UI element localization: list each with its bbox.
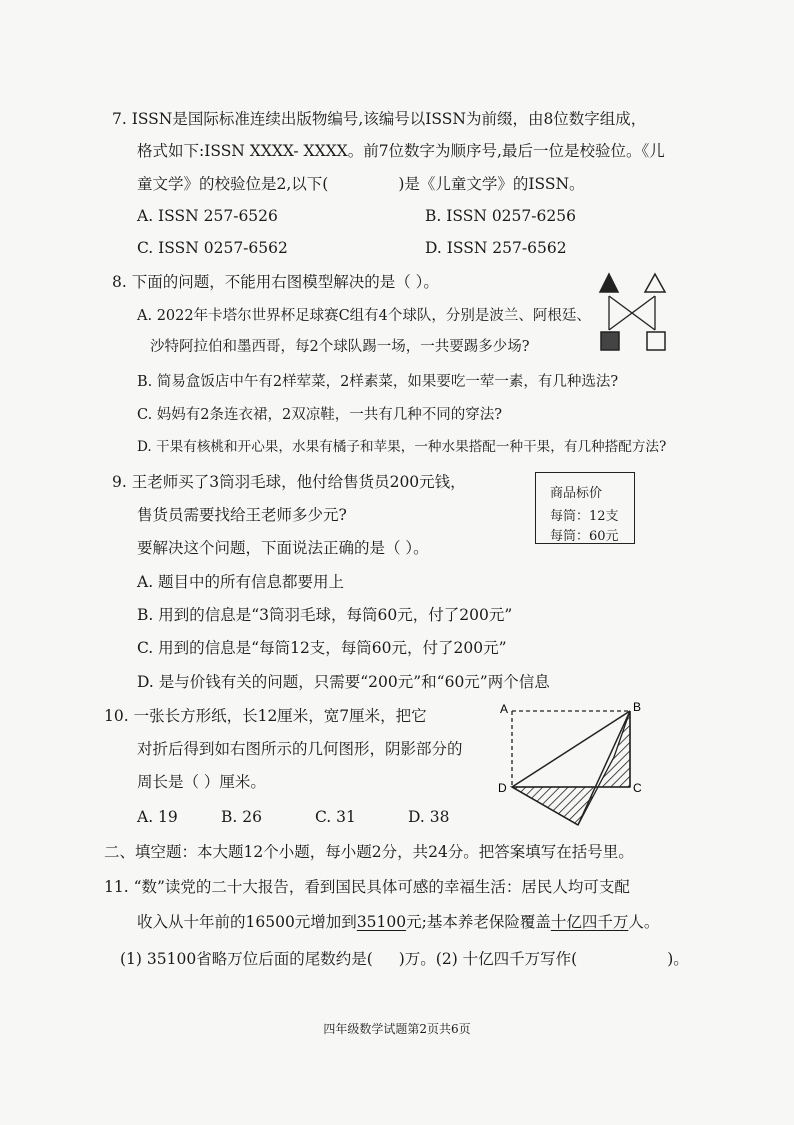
q8-option-c: C. 妈妈有2条连衣裙，2双凉鞋，一共有几种不同的穿法? — [137, 407, 503, 423]
price-tag-title: 商品标价 — [550, 486, 603, 501]
q8-option-a-line2: 沙特阿拉伯和墨西哥，每2个球队踢一场，一共要踢多少场? — [150, 339, 530, 355]
q10-line1: 10. 一张长方形纸，长12厘米，宽7厘米，把它 — [104, 707, 427, 725]
section-2-heading: 二、填空题：本大题12个小题，每小题2分，共24分。把答案填写在括号里。 — [104, 843, 634, 861]
q8-option-d: D. 干果有核桃和开心果，水果有橘子和苹果，一种水果搭配一种干果，有几种搭配方法? — [137, 439, 667, 455]
q11-line2: 收入从十年前的16500元增加到35100元;基本养老保险覆盖十亿四千万人。 — [137, 913, 660, 931]
q10-option-d: D. 38 — [408, 808, 450, 826]
q7-option-b: B. ISSN 0257-6256 — [425, 207, 576, 225]
matching-model-figure — [598, 272, 670, 356]
q10-line3: 周长是（ ）厘米。 — [137, 773, 266, 791]
shaded-region-bottom — [512, 787, 598, 825]
white-triangle-icon — [645, 274, 665, 292]
price-tag-line1: 每筒：12支 — [550, 509, 619, 524]
white-square-icon — [647, 332, 665, 350]
q11-line1: 11. “数”读党的二十大报告，看到国民具体可感的幸福生活：居民人均可支配 — [104, 878, 630, 896]
q7-line3: 童文学》的校验位是2,以下( )是《儿童文学》的ISSN。 — [137, 175, 585, 193]
page-footer: 四年级数学试题第2页共6页 — [323, 1022, 471, 1036]
q7-line2: 格式如下:ISSN XXXX- XXXX。前7位数字为顺序号,最后一位是校验位。《儿 — [137, 142, 665, 160]
q10-line2: 对折后得到如右图所示的几何图形，阴影部分的 — [137, 740, 463, 758]
vertex-label-d: D — [498, 781, 507, 795]
q9-option-c: C. 用到的信息是“每筒12支，每筒60元，付了200元” — [137, 639, 507, 657]
vertex-label-a: A — [500, 702, 509, 716]
q9-option-a: A. 题目中的所有信息都要用上 — [137, 573, 345, 591]
folded-rectangle-figure — [490, 695, 650, 830]
q9-line2: 售货员需要找给王老师多少元? — [137, 506, 347, 524]
q11-line3: (1) 35100省略万位后面的尾数约是( )万。(2) 十亿四千万写作( )。 — [120, 950, 689, 968]
q10-option-c: C. 31 — [315, 808, 356, 826]
q7-option-c: C. ISSN 0257-6562 — [137, 239, 288, 257]
q7-line1: 7. ISSN是国际标准连续出版物编号,该编号以ISSN为前缀，由8位数字组成， — [112, 110, 647, 128]
q9-line3: 要解决这个问题，下面说法正确的是（ ）。 — [137, 539, 429, 557]
q8-option-a-line1: A. 2022年卡塔尔世界杯足球赛C组有4个球队，分别是波兰、阿根廷、 — [137, 308, 591, 324]
vertex-label-b: B — [633, 700, 642, 714]
price-tag-line2: 每筒：60元 — [550, 529, 619, 544]
q8-option-b: B. 简易盒饭店中午有2样荤菜，2样素菜，如果要吃一荤一素，有几种选法? — [137, 374, 619, 390]
vertex-label-c: C — [633, 781, 642, 795]
price-tag-box — [535, 472, 635, 544]
q7-option-a: A. ISSN 257-6526 — [137, 207, 278, 225]
q9-line1: 9. 王老师买了3筒羽毛球，他付给售货员200元钱， — [112, 473, 466, 491]
q7-option-d: D. ISSN 257-6562 — [425, 239, 567, 257]
dark-square-icon — [601, 332, 619, 350]
q9-option-b: B. 用到的信息是“3筒羽毛球，每筒60元，付了200元” — [137, 606, 513, 624]
q10-option-b: B. 26 — [221, 808, 262, 826]
q10-option-a: A. 19 — [137, 808, 178, 826]
q8-stem: 8. 下面的问题，不能用右图模型解决的是（ ）。 — [112, 273, 439, 291]
black-triangle-icon — [600, 274, 618, 292]
q9-option-d: D. 是与价钱有关的问题，只需要“200元”和“60元”两个信息 — [137, 673, 550, 691]
